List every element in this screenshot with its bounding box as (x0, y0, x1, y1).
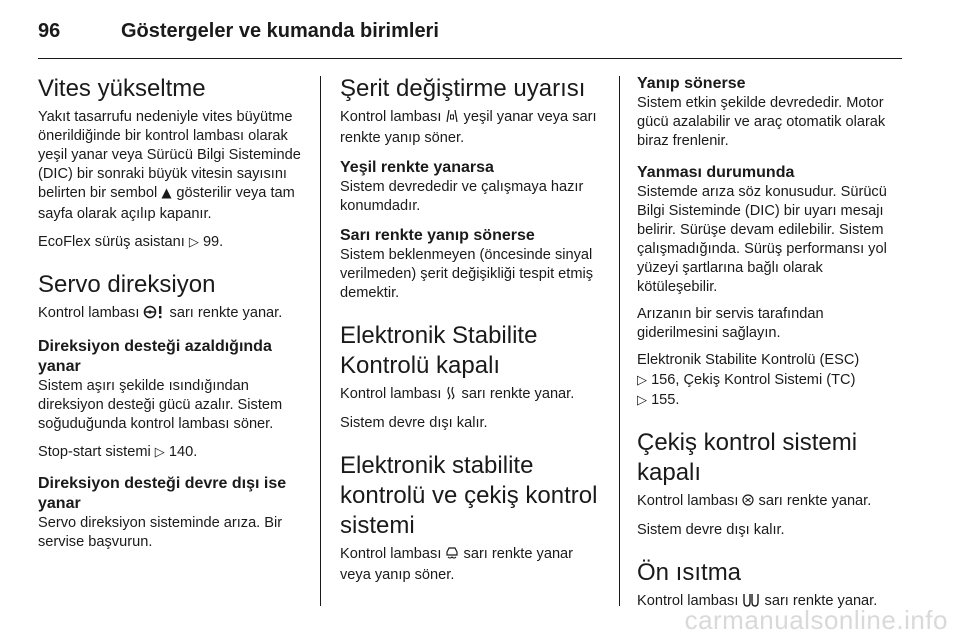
reference-link-ecoflex[interactable]: 99. (202, 234, 224, 250)
lane-change-icon (445, 109, 459, 129)
traction-control-off-icon (742, 493, 754, 513)
heading-tc-kapali: Çekiş kontrol sistemi kapalı (637, 429, 858, 486)
column-3 (637, 74, 905, 621)
heading-esc-tc: Elektronik stabilite kontrolü ve çekiş kontrol sistemi (340, 452, 598, 539)
reference-arrow-icon: ▷ (637, 392, 647, 407)
paragraph-esc-tc: Kontrol lambası sarı renkte yanar veya yanıp söner. (340, 546, 574, 583)
heading-sari: Sarı renkte yanıp sönerse (340, 227, 535, 244)
paragraph-ariza: Arızanın bir servis tarafından giderilmesini sağlayın. (637, 306, 824, 341)
paragraph-servo: Kontrol lambası sarı renkte yanar. (38, 304, 306, 325)
heading-esc-kapali: Elektronik Stabilite Kontrolü kapalı (340, 322, 538, 379)
page-number: 96 (38, 20, 61, 42)
heading-yesil: Yeşil renkte yanarsa (340, 159, 494, 176)
running-title: Göstergeler ve kumanda birimleri (121, 20, 439, 42)
paragraph-esc-off: Sistem devre dışı kalır. (340, 415, 488, 431)
paragraph-serit: Kontrol lambası yeşil yanar veya sarı renkte yanıp söner. (340, 109, 597, 146)
column-divider-1 (320, 76, 321, 606)
watermark: carmanualsonline.info (684, 605, 948, 635)
power-steering-warning-icon (143, 305, 165, 325)
reference-arrow-icon: ▷ (637, 372, 647, 387)
column-2 (340, 74, 606, 593)
paragraph-yanmasi: Sistemde arıza söz konusudur. Sürücü Bilgi Sisteminde (DIC) bir uyarı mesajı belirir. Sürüşe devam edilebilir. Sistem çalışmadığında. Sürüş performansı yol yüzeyi şartlarına bağlı olarak kötüleşebilir. (637, 184, 887, 295)
paragraph-tc-kapali: Kontrol lambası sarı renkte yanar. (637, 492, 905, 513)
header-rule (38, 58, 902, 59)
heading-serit-degistirme: Şerit değiştirme uyarısı (340, 75, 586, 102)
heading-yanmasi: Yanması durumunda (637, 164, 795, 181)
paragraph-sari: Sistem beklenmeyen (öncesinde sinyal verilmeden) şerit değişikliği tespit etmiş demektir. (340, 247, 594, 301)
heading-destek-azaldi: Direksiyon desteği azaldığında yanar (38, 338, 272, 375)
esc-traction-icon (445, 546, 459, 566)
column-1 (38, 74, 306, 560)
paragraph-yanip: Sistem etkin şekilde devrededir. Motor gücü azalabilir ve araç otomatik olarak biraz frenlenir. (637, 95, 886, 149)
heading-yanip-sonerse: Yanıp sönerse (637, 75, 746, 92)
paragraph-esc-kapali: Kontrol lambası sarı renkte yanar. (340, 385, 606, 406)
esc-off-icon (445, 386, 457, 406)
reference-link-tc[interactable]: 155. (651, 392, 680, 408)
reference-link-stop-start[interactable]: 140. (168, 444, 198, 460)
paragraph-ecoflex: EcoFlex sürüş asistanı ▷ 99. (38, 234, 224, 250)
heading-destek-devre-disi: Direksiyon desteği devre dışı ise yanar (38, 475, 287, 512)
reference-arrow-icon: ▷ (154, 444, 165, 459)
paragraph-tc-off: Sistem devre dışı kalır. (637, 522, 785, 538)
reference-arrow-icon: ▷ (188, 234, 199, 249)
column-divider-2 (619, 76, 620, 606)
upshift-triangle-icon (161, 186, 172, 205)
paragraph-destek-devre-disi: Servo direksiyon sisteminde arıza. Bir servise başvurun. (38, 515, 283, 550)
reference-link-esc[interactable]: 156, Çekiş Kontrol Sistemi (TC) (651, 372, 856, 388)
paragraph-vites: Yakıt tasarrufu nedeniyle vites büyütme önerildiğinde bir kontrol lambası olarak yeşil yanar veya Sürücü Bilgi Sisteminde (DIC) bir sonraki büyük vitesin sayısını belirten bir sembol gösterilir veya tam sayfa olarak açılıp kapanır. (38, 109, 301, 222)
paragraph-esc-ref: Elektronik Stabilite Kontrolü (ESC) ▷ 156, Çekiş Kontrol Sistemi (TC) ▷ 155. (637, 352, 860, 408)
paragraph-yesil: Sistem devrededir ve çalışmaya hazır konumdadır. (340, 179, 584, 214)
paragraph-stop-start: Stop-start sistemi ▷ 140. (38, 444, 198, 460)
heading-on-isitma: Ön ısıtma (637, 559, 742, 586)
paragraph-on-isitma: Kontrol lambası sarı renkte yanar. (637, 592, 905, 613)
paragraph-destek-azaldi: Sistem aşırı şekilde ısındığından direksiyon desteği gücü azalır. Sistem soğuduğunda kontrol lambası söner. (38, 378, 283, 432)
heading-servo-direksiyon: Servo direksiyon (38, 271, 216, 298)
heading-vites-yukseltme: Vites yükseltme (38, 75, 206, 102)
